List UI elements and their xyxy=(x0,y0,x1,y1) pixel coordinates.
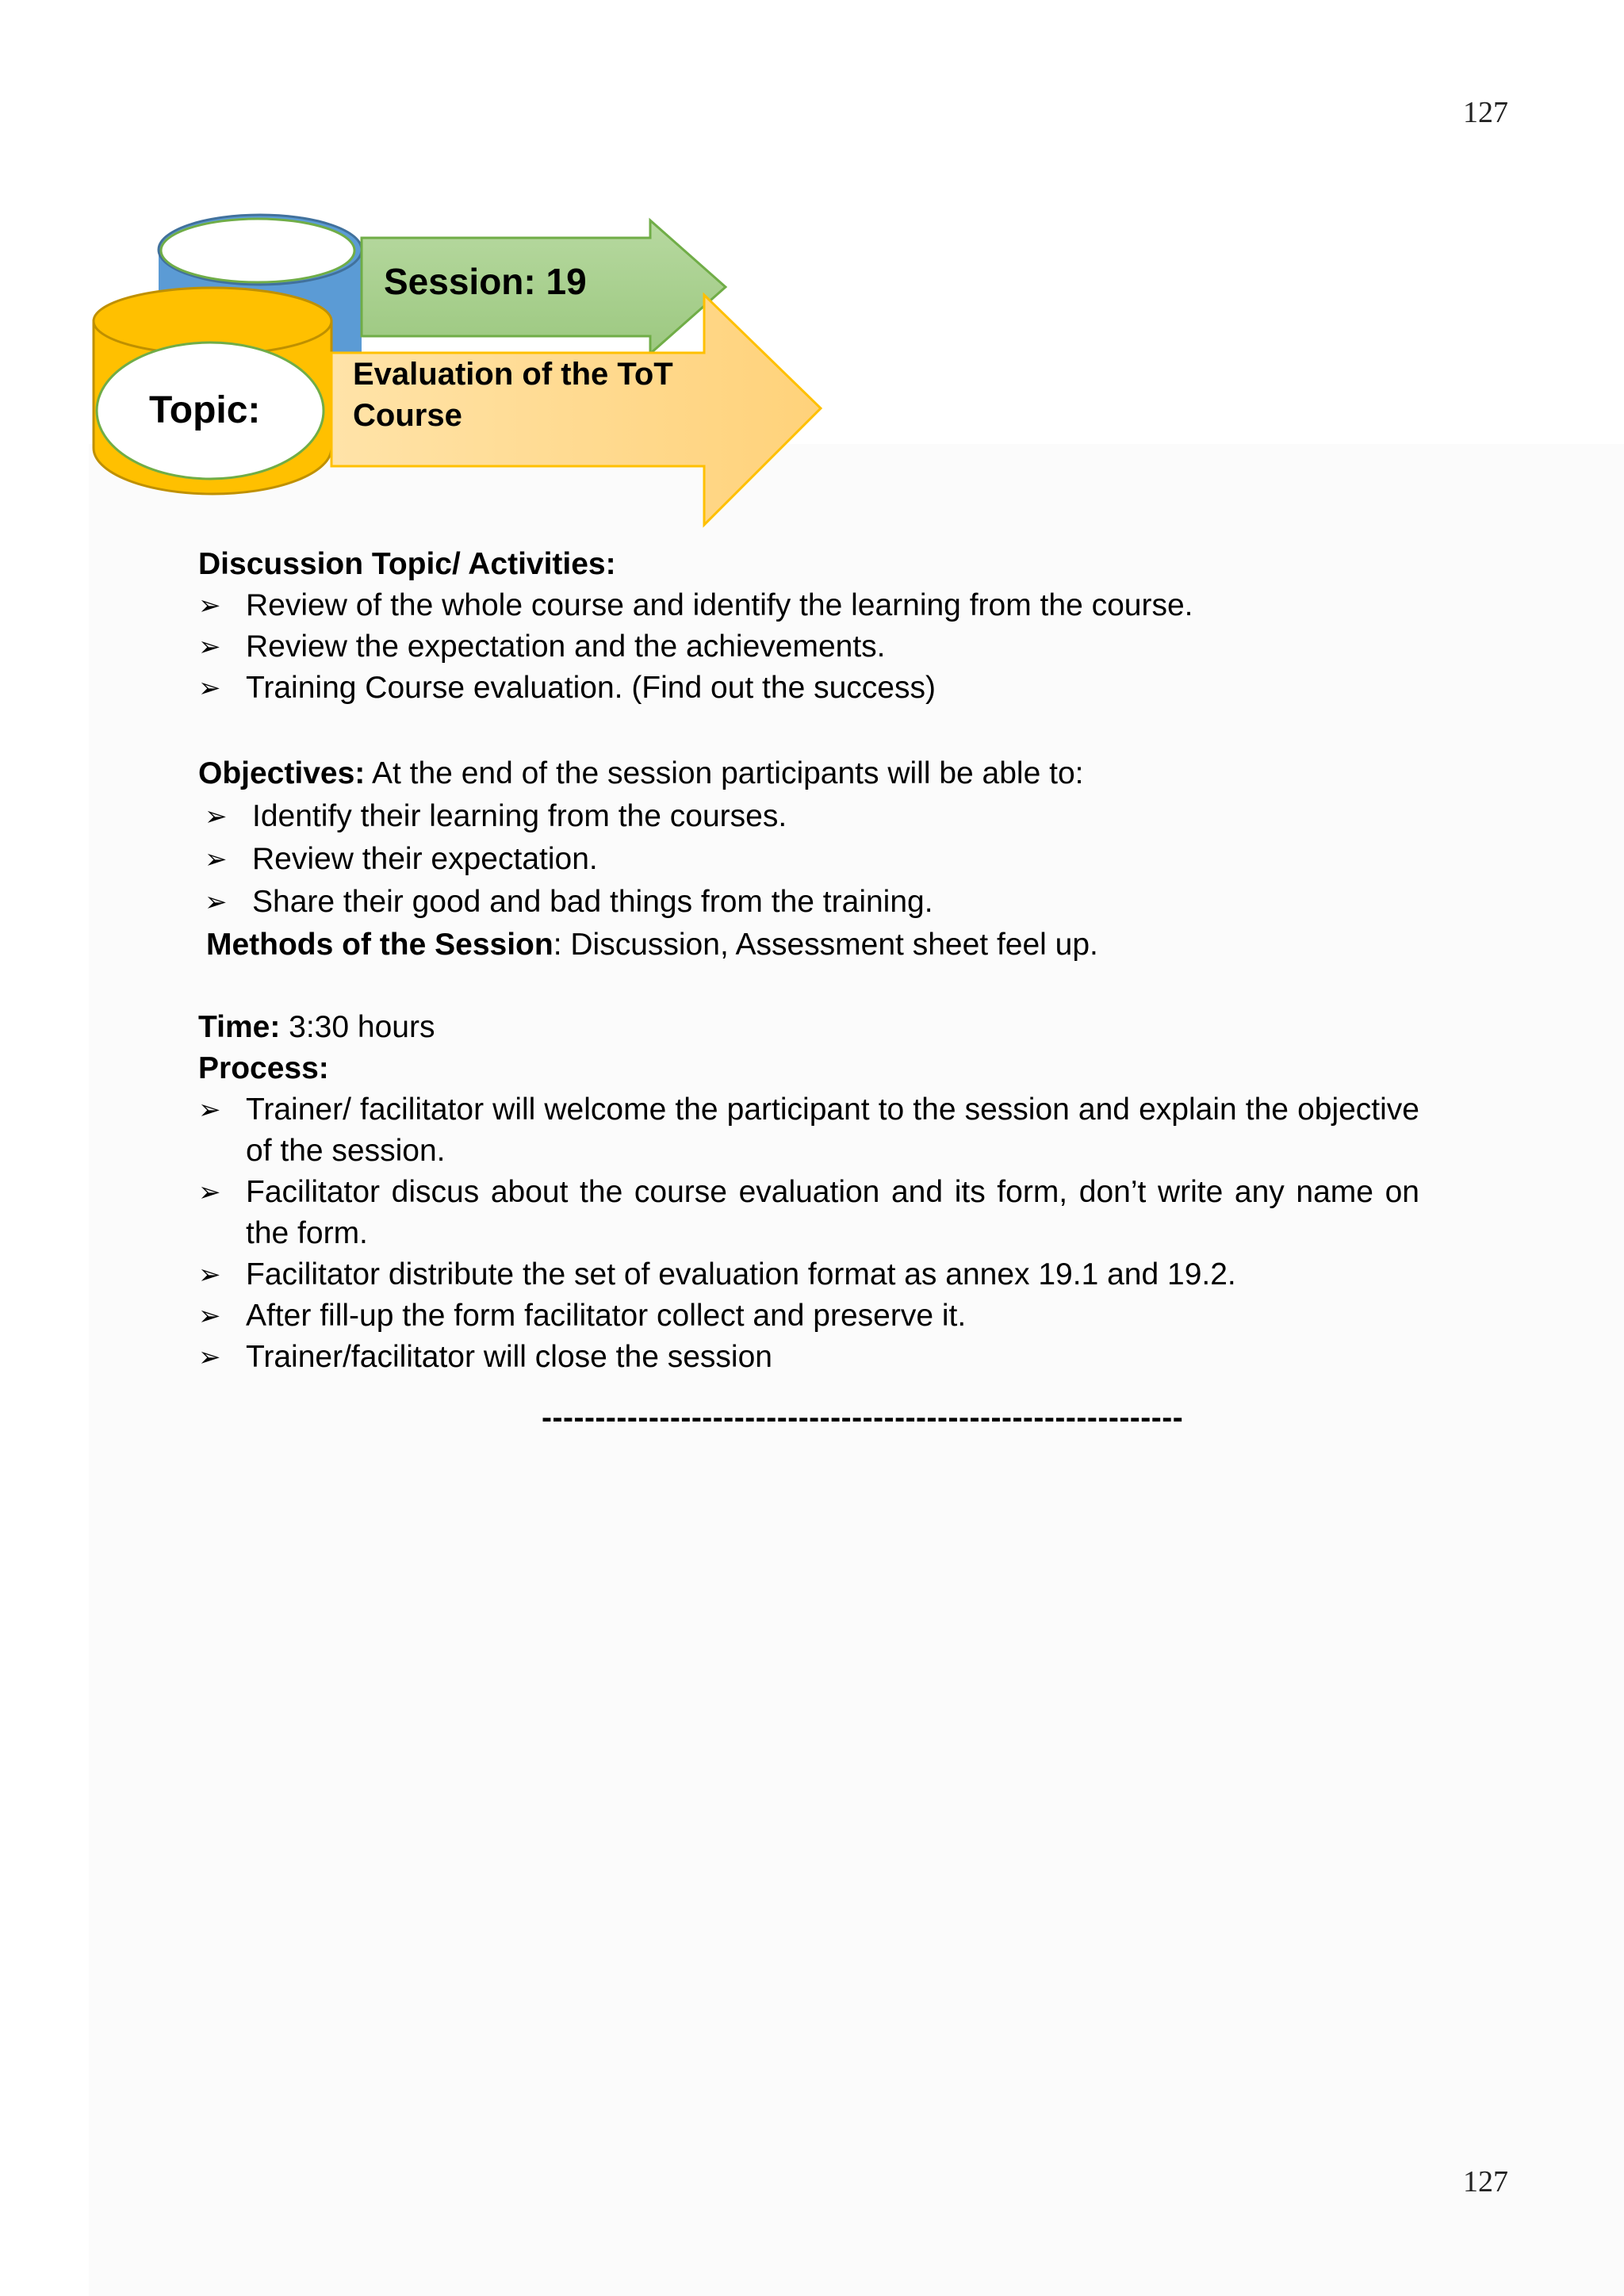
list-item xyxy=(198,1337,1419,1378)
topic-title: Evaluation of the ToT Course xyxy=(353,357,673,433)
page-number-bottom: 127 xyxy=(1463,2165,1508,2198)
objectives-label: Objectives: xyxy=(198,756,366,790)
bullet-arrow-icon: ➢ xyxy=(198,591,221,621)
session-label: Session: 19 xyxy=(384,261,587,302)
methods-label: Methods of the Session xyxy=(206,928,553,962)
topic-label: Topic: xyxy=(149,389,261,431)
process-item-text: Facilitator discus about the course evaluation and its form, don’t write any name on the form. xyxy=(246,1175,1419,1250)
list-item xyxy=(198,585,1427,626)
list-item xyxy=(198,1295,1419,1337)
discussion-item-text: Training Course evaluation. (Find out the success) xyxy=(246,671,936,705)
bullet-arrow-icon: ➢ xyxy=(198,632,221,662)
objectives-line xyxy=(198,753,1084,794)
time-value: 3:30 hours xyxy=(289,1010,435,1044)
list-item xyxy=(198,668,1427,709)
discussion-item-text: Review the expectation and the achievements. xyxy=(246,629,886,664)
bullet-arrow-icon: ➢ xyxy=(198,1342,221,1372)
methods-text: : Discussion, Assessment sheet feel up. xyxy=(553,928,1098,962)
process-item-text: Trainer/ facilitator will welcome the participant to the session and explain the objective of the session. xyxy=(246,1093,1419,1168)
list-item xyxy=(198,1254,1419,1295)
page-number-top: 127 xyxy=(1463,96,1508,129)
methods-line xyxy=(206,924,1098,966)
bullet-arrow-icon: ➢ xyxy=(198,1301,221,1331)
list-item xyxy=(198,626,1427,668)
bullet-arrow-icon: ➢ xyxy=(205,844,228,874)
objective-item-text: Review their expectation. xyxy=(252,842,598,876)
process-heading: Process: xyxy=(198,1051,329,1085)
list-item xyxy=(205,882,1434,923)
process-item-text: Trainer/facilitator will close the session xyxy=(246,1340,772,1374)
discussion-heading: Discussion Topic/ Activities: xyxy=(198,547,616,581)
bullet-arrow-icon: ➢ xyxy=(198,673,221,703)
list-item xyxy=(198,1089,1419,1172)
objectives-intro: At the end of the session participants will be able to: xyxy=(371,756,1084,790)
bullet-arrow-icon: ➢ xyxy=(205,887,228,917)
bullet-arrow-icon: ➢ xyxy=(198,1095,221,1125)
bullet-arrow-icon: ➢ xyxy=(205,802,228,832)
objective-item-text: Identify their learning from the courses. xyxy=(252,799,787,833)
objective-item-text: Share their good and bad things from the training. xyxy=(252,885,933,919)
list-item xyxy=(198,1172,1419,1254)
time-label: Time: xyxy=(198,1010,281,1044)
bullet-arrow-icon: ➢ xyxy=(198,1177,221,1207)
section-divider: ------------------------------------------------------------ xyxy=(542,1401,1184,1435)
discussion-item-text: Review of the whole course and identify the learning from the course. xyxy=(246,588,1193,622)
bullet-arrow-icon: ➢ xyxy=(198,1260,221,1290)
list-item xyxy=(205,839,1434,880)
process-item-text: Facilitator distribute the set of evaluation format as annex 19.1 and 19.2. xyxy=(246,1257,1236,1292)
process-item-text: After fill-up the form facilitator collect and preserve it. xyxy=(246,1299,967,1333)
list-item xyxy=(205,796,1434,837)
time-line xyxy=(198,1007,435,1048)
